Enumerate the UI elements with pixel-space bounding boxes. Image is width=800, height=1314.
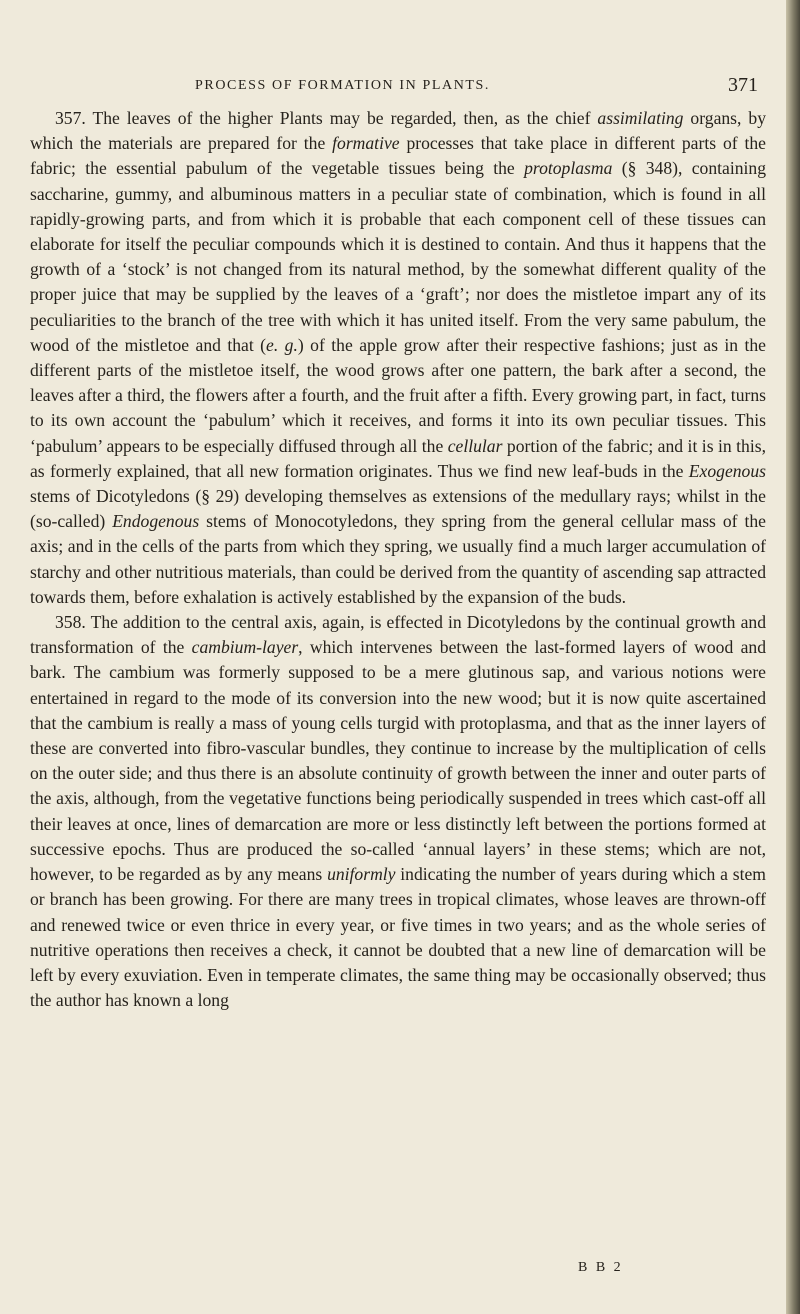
italic-run: formative [332,133,400,154]
signature-mark: B B 2 [578,1260,624,1275]
italic-run: cellular [447,435,503,456]
text-run: (§ 348), containing saccharine, gummy, and albuminous matters in a peculiar state of combination, which is found in all rapidly-growing parts, and from which it is probable that each component cell of these tissues can elaborate for itself the peculiar compounds which it is destined to contain. And thus it happens that the growth of a ‘stock’ is not changed from its natural method, by the somewhat different quality of the proper juice that may be supplied by the leaves of a ‘graft’; nor does the mistletoe impart any of its peculiarities to the branch of the tree with which it has united itself. From the very same pabulum, the wood of the mistletoe and that ( [30,158,766,355]
page-edge [786,0,800,1314]
paragraph-358 [30,610,766,1013]
italic-run: e. g. [266,334,298,355]
italic-run: protoplasma [524,158,613,179]
italic-run: Endogenous [112,511,200,532]
text-run: , which intervenes between the last-formed layers of wood and bark. The cambium was formerly supposed to be a mere glutinous sap, and various notions were entertained in regard to the mode of its conversion into the new wood; but it is now quite ascertained that the cambium is really a mass of young cells turgid with protoplasma, and that as the inner layers of these are converted into fibro-vascular bundles, they continue to increase by the multiplication of cells on the outer side; and thus there is an absolute continuity of growth between the inner and outer parts of the axis, although, from the vegetative functions being periodically suspended in trees which cast-off all their leaves at once, lines of demarcation are more or less distinctly left between the portions formed at successive epochs. Thus are produced the so-called ‘annual layers’ in these stems; which are not, however, to be regarded as by any means [30,637,766,885]
text-run: processes that take place in different parts of the fabric; the essential pabulum of the vegetable tissues being the [30,133,766,179]
text-run: 357. The leaves of the higher Plants may be regarded, then, as the chief [55,108,598,128]
italic-run: assimilating [597,108,684,128]
text-run: portion of the fabric; and it is in this, as formerly explained, that all new formation originates. Thus we find new leaf-buds in the [30,435,766,481]
text-run: 358. The addition to the central axis, again, is effected in Dicotyledons by the continual growth and transformation of the [30,612,766,658]
text-run: indicating the number of years during which a stem or branch has been growing. For there are many trees in tropical climates, whose leaves are thrown-off and renewed twice or even thrice in every year, or five times in two years; and as the whole series of nutritive operations then receives a check, it cannot be doubted that a new line of demarcation will be left by every exuviation. Even in temperate climates, the same thing may be occasionally observed; thus the author has known a long [30,864,766,1011]
text-run: organs, by which the materials are prepared for the [30,108,766,154]
page-number: 371 [728,74,758,96]
running-title: PROCESS OF FORMATION IN PLANTS. [195,78,491,93]
italic-run: uniformly [327,864,396,885]
body-text [30,106,766,1013]
text-run: ) of the apple grow after their respective fashions; just as in the different parts of the mistletoe itself, the wood grows after one pattern, the bark after a second, the leaves after a third, the flowers after a fourth, and the fruit after a fifth. Every growing part, in fact, turns to its own account the ‘pabulum’ which it receives, and forms it into its own peculiar tissues. This ‘pabulum’ appears to be especially diffused through all the [30,334,766,456]
paragraph-357 [30,106,766,610]
italic-run: cambium-layer [191,637,299,658]
italic-run: Exogenous [688,460,766,481]
text-run: stems of Monocotyledons, they spring from the general cellular mass of the axis; and in the cells of the parts from which they spring, we usually find a much larger accumulation of starchy and other nutritious materials, than could be derived from the quantity of ascending sap attracted towards them, before exhalation is actively established by the expansion of the buds. [30,511,766,607]
text-run: stems of Dicotyledons (§ 29) developing themselves as extensions of the medullary rays; whilst in the (so-called) [30,486,766,532]
running-head [0,74,786,96]
